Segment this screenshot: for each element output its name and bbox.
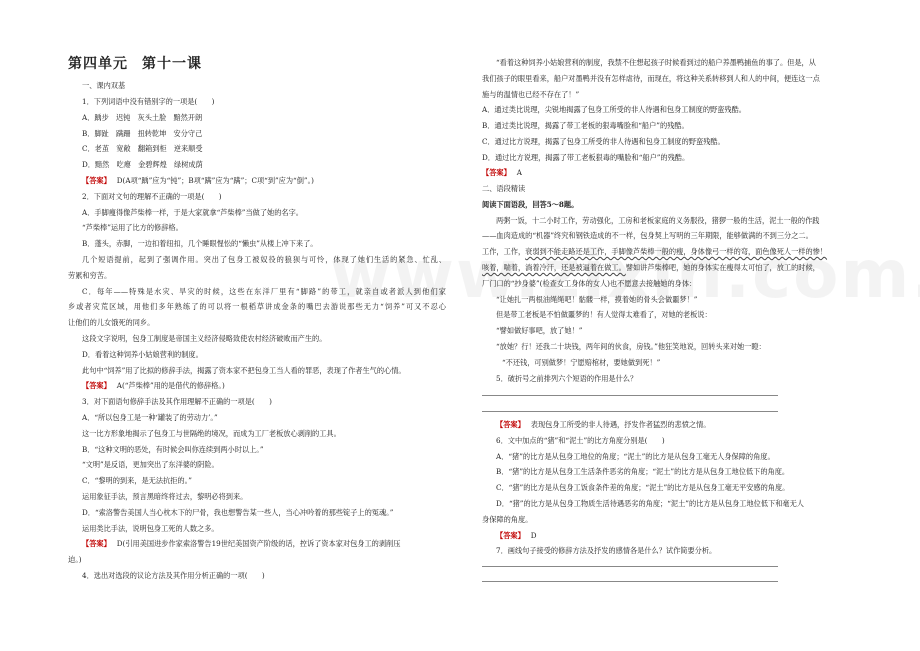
question-4-passage-cont2: 施与的温情也已经不存在了！”: [482, 90, 580, 99]
question-3-option-b: B．“这种文明的恶处，有时候会叫你连续到两小时以上。”: [82, 445, 264, 454]
question-4-option-c: C．通过比方说理，揭露了包身工所受的非人待遇和包身工制度的野蛮残酷。: [482, 137, 725, 146]
reading-passage-plain: 工作，工作，: [482, 247, 526, 256]
title-lesson: 第十一课: [142, 56, 202, 72]
question-2-option-c-cont2: 让他们的儿女饿死的同乡。: [68, 318, 155, 327]
reading-passage-line-5: 厂门口的“抄身婆”(检查女工身体的女人)也不愿意去接触她的身体：: [482, 279, 697, 288]
answer-tag: 【答案】: [482, 168, 511, 177]
question-1-option-d: D．黯然 吃瘪 金碧辉煌 绿树成荫: [82, 160, 203, 169]
reading-passage-quote-3: “放她？行！还我二十块钱，两年间的伙食，房钱。”他狂笑地说，回转头来对她一瞪：: [496, 342, 766, 351]
reading-instruction: 阅读下面语段，回答5～8题。: [482, 200, 579, 209]
question-2-option-a: A．手脚瘦得像芦柴棒一样，于是大家就拿“芦柴棒”当做了她的名字。: [82, 208, 303, 217]
question-2-option-c: C．每年——特殊是水灾、旱灾的时候，这些在东洋厂里有“脚路”的带工，就亲自或者派人到他们家: [82, 287, 446, 296]
underlined-sentence: 衰弱到不能走路还是工作，手脚像芦柴棒一般的瘦，身体像弓一样的弯，面色像死人一样的惨！: [525, 247, 828, 256]
question-6-option-b: B．“猪”的比方是从包身工生活条件恶劣的角度；“泥土”的比方是从包身工地位低下的角度。: [496, 467, 790, 476]
unit-lesson-title: [68, 53, 202, 73]
question-2-option-b-note-cont: 劳累和穷苦。: [68, 271, 112, 280]
section-heading-reading: 二、语段精读: [482, 184, 526, 193]
answer-tag: 【答案】: [82, 381, 111, 390]
reading-passage-plain: 譬如讲芦柴棒吧，她的身体实在瘦得太可怕了，放工的时候，: [625, 263, 820, 272]
question-4-option-b: B．通过类比说理，揭露了带工老板的狠毒嘴脸和“船户”的残酷。: [482, 121, 689, 130]
question-4-option-d: D．通过比方说理，揭露了带工老板狠毒的嘴脸和“船户”的残酷。: [482, 153, 690, 162]
answer-5: [482, 420, 710, 430]
question-1-option-c: C．老茧 宽敞 翻箱到柜 逆来顺受: [82, 144, 203, 153]
title-unit: 第四单元: [68, 56, 128, 72]
answer-tag: 【答案】: [496, 531, 525, 540]
answer-tag: 【答案】: [82, 176, 111, 185]
answer-2-text: A(“芦柴棒”用的是借代的修辞格。): [116, 381, 225, 390]
answer-1-text: D(A项“踽”应为“钝”；B项“蹒”应为“蹒”；C项“到”应为“倒”。): [116, 176, 314, 185]
question-4: 4．选出对选段的议论方法及其作用分析正确的一项( ): [82, 571, 265, 580]
question-7: 7．画线句子接受的修辞方法及抒发的感情各是什么？试作简要分析。: [496, 546, 717, 555]
answer-3-text: D(引用美国进步作家索洛警告19世纪美国资产阶级的话，控诉了资本家对包身工的剥削压: [116, 539, 401, 548]
question-6-option-d-cont: 身保障的角度。: [482, 515, 533, 524]
answer-5-text: 表现包身工所受的非人待遇，抒发作者猛烈的悲愤之情。: [530, 420, 711, 429]
question-6-option-c: C．“猪”的比方是从包身工饭食条件差的角度；“泥土”的比方是从包身工毫无平安感的角度。: [496, 483, 790, 492]
reading-passage-line-4: [482, 263, 820, 273]
answer-4-text: A: [516, 168, 522, 177]
question-3-option-d-note: 运用类比手法，说明包身工死的人数之多。: [82, 524, 219, 533]
answer-line: [482, 581, 778, 582]
reading-passage-line-1: 两粥一饭，十二小时工作，劳动强化，工房和老板家庭的义务服役，猪猡一般的生活，泥土一般的作践: [496, 216, 820, 225]
answer-line: [482, 566, 778, 567]
reading-passage-line-2: ——血肉造成的“机器”终究和钢铁造成的不一样，包身契上写明的三年期限，能够做满的不到三分之二。: [482, 231, 813, 240]
answer-2: [68, 381, 225, 391]
question-3-option-a: A．“所以包身工是一种‘罐装了的劳动力’。”: [82, 413, 218, 422]
question-6-option-d: D．“猪”的比方是从包身工物质生活待遇恶劣的角度；“泥土”的比方是从包身工地位低下和毫无人: [496, 499, 804, 508]
reading-passage-quote-4: “不还钱，可别做梦！宁愿赔棺材，要她做到死！”: [502, 358, 661, 367]
question-4-passage-cont: 我们孩子的眼里看来，船户对墨鸭并没有怎样虐待，而现在，将这种关系转移到人和人的中间，便连这一点: [482, 74, 820, 83]
answer-6: [482, 531, 537, 541]
underlined-sentence-cont: 咳着，喘着，淌着冷汗，还是被逼着在做工。: [482, 263, 626, 272]
answer-4: [482, 168, 522, 178]
question-1: 1．下列词语中没有错别字的一项是( ): [82, 97, 215, 106]
question-3-option-b-note: “文明”是反语，更加突出了东洋婆的阴险。: [82, 460, 219, 469]
question-2-option-b: B．蓬头，赤脚，一边扣着纽扣，几个睡眼惺忪的“懒虫”从楼上冲下来了。: [82, 239, 318, 248]
question-2-option-d-note: 此句中“饲养”用了比拟的修辞手法，揭露了资本家不把包身工当人看的罪恶，表现了作者生气的心情。: [82, 366, 406, 375]
question-4-passage: “看着这种饲养小姑娘营利的制度，我禁不住想起孩子时候看到过的船户养墨鸭捕鱼的事了。但是，从: [496, 58, 816, 67]
question-3-option-a-note: 这一比方形象地揭示了包身工与世隔绝的境况，而成为工厂老板放心剥削的工具。: [82, 429, 341, 438]
answer-tag: 【答案】: [82, 539, 111, 548]
question-2-option-c-cont: 乡或者灾荒区域，用他们多年熟练了的可以将一根稻草讲成金条的嘴巴去游说那些无力“饲养”可又不忍心: [68, 302, 446, 311]
question-4-option-a: A．通过类比说理，尖锐地揭露了包身工所受的非人待遇和包身工制度的野蛮残酷。: [482, 105, 746, 114]
question-3-option-c: C．“黎明的到来，是无法抗拒的。”: [82, 476, 192, 485]
reading-passage-line-3: [482, 247, 828, 257]
section-heading-basics: 一、课内双基: [82, 81, 126, 90]
question-2-option-a-note: “芦柴棒”运用了比方的修辞格。: [82, 223, 183, 232]
reading-passage-quote-1: “让她扎一两根油绳绳吧！骷髅一样，摸着她的骨头会做噩梦！”: [496, 295, 698, 304]
question-6: 6．文中加点的“猪”和“泥土”的比方角度分别是( ): [496, 436, 665, 445]
answer-1: [68, 176, 314, 186]
reading-passage-quote-2: “譬如做好事吧，放了她！”: [496, 326, 583, 335]
question-6-option-a: A．“猪”的比方是从包身工地位的角度；“泥土”的比方是从包身工毫无人身保障的角度。: [496, 452, 775, 461]
answer-line: [482, 395, 778, 396]
question-2-option-c-note: 这段文字说明，包身工制度是帝国主义经济侵略致使农村经济破败而产生的。: [82, 334, 327, 343]
answer-tag: 【答案】: [496, 420, 525, 429]
reading-passage-line-7: 但是带工老板是不怕做噩梦的！有人觉得太难看了，对她的老板说：: [496, 310, 712, 319]
question-3-option-d: D．“索洛警告美国人当心枕木下的尸骨，我也想警告某一些人，当心冲吟着的那些锭子上的冤魂。”: [82, 508, 394, 517]
question-2: 2．下面对文句的理解不正确的一项是( ): [82, 192, 222, 201]
question-2-option-d: D．看着这种饲养小姑娘营利的制度。: [82, 350, 203, 359]
answer-3: [68, 539, 400, 549]
answer-line: [482, 411, 778, 412]
question-2-option-b-note: 几个短语提前，起到了强调作用。突出了包身工被奴役的狼狈与可怜，体现了她们生活的紧急、忙乱、: [82, 255, 446, 264]
question-1-option-b: B．脚趾 蹒跚 扭转乾坤 安分守己: [82, 129, 203, 138]
question-1-option-a: A．踽步 迟钝 灰头土脸 黯然开朗: [82, 113, 203, 122]
answer-3-cont: 迫。): [68, 555, 82, 564]
question-5: 5．破折号之前排列六个短语的作用是什么？: [496, 374, 638, 383]
question-3: 3．对下面语句修辞手法及其作用理解不正确的一项是( ): [82, 397, 272, 406]
question-3-option-c-note: 运用象征手法，预言黑暗终将过去，黎明必将到来。: [82, 492, 248, 501]
answer-6-text: D: [530, 531, 537, 540]
